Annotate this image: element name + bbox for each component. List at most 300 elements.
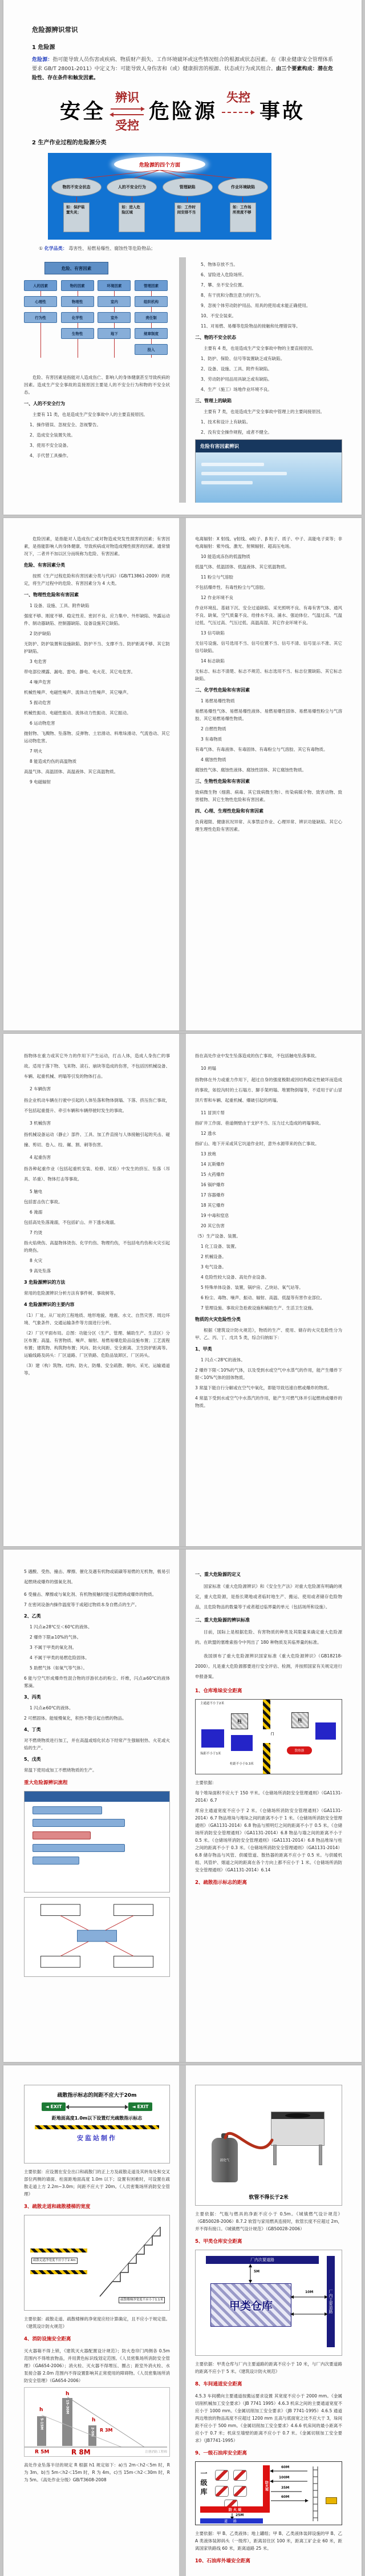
example-box: 如：保护装置失灵； — [63, 203, 90, 232]
page2-left-column — [3, 518, 179, 1030]
paragraph: 11 粉尘与气溶胶 — [201, 575, 233, 580]
factor-column — [98, 280, 131, 360]
bold-heading: 5、戊类 — [24, 1757, 41, 1762]
paragraph: 不包括爆炸性、有毒性粉尘与气溶胶。 — [195, 585, 268, 590]
factor-item: 投入 — [135, 344, 168, 355]
factor-item: 物理性 — [61, 296, 94, 307]
page2-right-text — [195, 535, 342, 833]
paragraph: 10 能造成冻伤的低温物质 — [201, 554, 250, 559]
red-heading: 重大危险源辨识流程 — [24, 1780, 68, 1786]
fall-radius-diagram — [24, 2387, 170, 2457]
term-hazard-source: 危险源： — [32, 57, 53, 63]
paragraph: 无防护、防护装置和设施缺陷、防护不当、支撑不当、防护距离不够、其它防护缺陷。 — [24, 641, 170, 654]
paragraph: 6 淹溺 — [30, 1210, 43, 1215]
label-door: 门 — [271, 1733, 274, 1736]
hose-length-label: 软管不得长于2米 — [249, 2195, 289, 2201]
chemical-category-caption — [39, 245, 333, 252]
section1-heading: 1 危险源 — [32, 45, 55, 51]
bold-heading: 4、丁类 — [24, 1727, 41, 1732]
page-3 — [3, 1034, 362, 1546]
paragraph: 指企业机动车辆在行驶中引起的人体坠落和物体倒塌、下落、挤压伤亡事故，不包括起重提升、牵引车辆和车辆停驶时发生的事故。 — [24, 1098, 170, 1113]
paragraph: 指各种起重作业（包括起重机安装、检修、试验）中发生的挤压、坠落（吊具、吊重）、物体打击等事故。 — [24, 1166, 170, 1182]
factor-header: 环境因素 — [98, 280, 131, 291]
factor-item: 组织机构 — [135, 296, 168, 307]
paragraph: 9 电磁辐射 — [30, 779, 51, 784]
paragraph: 指矿井工作面、巷道侧壁由于支护不当、压力过大造成的坍塌事故。 — [195, 1121, 323, 1126]
bold-heading: 2、乙类 — [24, 1613, 41, 1619]
paragraph: 12 作业环境不良 — [201, 595, 233, 600]
stairs-drawing — [92, 2220, 166, 2306]
label-main-aisle: 主通道不小于2米 — [200, 1702, 224, 1705]
paragraph: 电离辐射：X 射线、γ射线、α粒子、β 粒子、质子、中子、高能电子束等；非电离辐射：紫外线、激光、射频辐射、超高压电场。 — [195, 536, 342, 549]
paragraph: 我国颁布了重大危险源辨识国家标准《重大危险源辨识》（GB18218-2000）。凡是重大危险源都要进行安全评估、检测，并按照国家有关规定进行申报备案。 — [195, 1653, 342, 1679]
page-5 — [3, 2065, 362, 2576]
paragraph: 4 不属于甲类的易燃危险固体。 — [30, 1655, 90, 1660]
paragraph: 1、技术和设计上有缺陷。 — [201, 419, 251, 424]
distance-arrows — [196, 2250, 338, 2356]
paragraph: 腐蚀性气体、腐蚀性液体、腐蚀性固体、其它腐蚀性物质。 — [195, 767, 306, 773]
safety-hazard-accident-diagram — [32, 92, 333, 132]
label-35m: 35M — [281, 2486, 290, 2490]
paragraph: 4 危险性较大设备、高处作业设备。 — [201, 1275, 269, 1280]
paragraph: 1 闪点≥28℃至＜60℃的液体。 — [30, 1624, 92, 1629]
paragraph: 目前，国际上是根据危险、有害物质的种类及其限量来确定重大危险源的。在欧盟的塞维索指令中列出了 180 种物质及其临界量的标准。 — [195, 1629, 342, 1645]
paragraph: 危险因素，是指能对人造成伤亡或对物造成突发性损害的因素；有害因素，是指能影响人的身体健康、导致疾病或对物造成慢性损害的因素。通常情况下，二者并不加以区分而统称为危险、有害因素。 — [24, 536, 170, 556]
paragraph: 主要依据：气瓶与燃具的净距不应小于 0.5m。《城镇燃气设计规范》（GB50028-2006）8.7.2 软管与家用燃具连接时，软管长度不应超过 2m，并不得有接口。《城镇燃气设计规范》（GB50028-2006） — [195, 2211, 342, 2231]
example-box: 如：进入危险区域 — [119, 203, 145, 232]
paragraph: 低温气体、低温固体、低温液体、其它低温物质。 — [195, 564, 289, 569]
paragraph: 15 火药爆炸 — [201, 1172, 225, 1177]
major-hazard-flow-image-1 — [24, 1791, 170, 1892]
label-10m: 10M — [305, 2290, 314, 2294]
factor-header: 物的因素 — [61, 280, 94, 291]
paragraph: 6 粉尘、毒物、噪声、振动、辐射、高温、低温等有害作业部位。 — [201, 1295, 325, 1300]
paragraph: 20 其它伤害 — [201, 1223, 225, 1228]
page1-left-column — [3, 257, 179, 503]
paragraph: 6 运动物危害 — [30, 721, 55, 726]
label-100m: 100M — [279, 2476, 290, 2480]
paragraph: 4、生产（施工）场地作业环境不良。 — [201, 387, 272, 392]
paragraph: 5、物体存放不当。 — [201, 262, 238, 267]
paragraph: （1）厂址。从厂址的工程地质、地形地貌、地震、水文、自然灾害、周边环境、气象条件、交通运输条件等方面进行分析。 — [24, 1313, 170, 1325]
secondary-road-bar: 厂内次要道路 — [206, 2256, 319, 2264]
label-hazard-source: 危险源 — [148, 100, 217, 123]
paragraph: 包括雷击伤亡事故。 — [24, 1199, 63, 1204]
paragraph: 2、设备、设施、工具、附件有缺陷。 — [201, 366, 272, 371]
maker-credit: 安监站制作 — [77, 2134, 117, 2142]
aspect-column — [51, 178, 102, 232]
paragraph: 3 常温下能自行分解或在空气中氧化，即能导致迅速自燃或爆炸的物质。 — [195, 1385, 332, 1390]
paragraph: 13 放炮 — [201, 1151, 216, 1156]
paragraph: 1 闪点≥60℃的液体。 — [30, 1705, 74, 1710]
bold-heading: 三、管理上的缺陷 — [195, 398, 232, 403]
warehouse-stacking-diagram — [195, 1699, 342, 1774]
page-1 — [3, 0, 362, 515]
paragraph: 无信号设施、信号选用不当、信号位置不当、信号不清、信号显示不准、其它信号缺陷。 — [195, 641, 342, 653]
paragraph: 主要有 11 类，也是造成生产安全事故中人的主要直接原因。 — [33, 412, 148, 417]
paragraph: 6、冒险进入危险场所。 — [201, 272, 246, 277]
page-2 — [3, 518, 362, 1030]
paragraph: 有毒气体、有毒液体、有毒固体、有毒粉尘与气溶胶、其它有毒物质。 — [195, 747, 328, 752]
red-heading: 10、石油库外墙安全距离 — [195, 2558, 250, 2564]
paragraph: 2、造成安全装置失效。 — [30, 432, 75, 438]
paragraph: 主要依据：疏散走道、疏散楼梯的净宽度应经计算确定，且不应小于规定值。《建筑设计防火规范》 — [24, 2316, 170, 2329]
bold-heading: 一、人的不安全行为 — [24, 401, 65, 406]
paragraph: 11 冒顶片帮 — [201, 1110, 225, 1115]
tower-bar: 15-30M — [62, 2398, 72, 2446]
gas-hose-diagram — [195, 2085, 342, 2206]
firewall-vertical: 防火堤 — [263, 2465, 270, 2506]
gas-cylinder: 液化气 — [212, 2138, 238, 2182]
paragraph: 致病微生物（细菌、病毒、其它致病微生物）、传染病媒介物、致害动物、致害植物、其它生物性危险和有害因素。 — [195, 790, 342, 802]
factor-item: 行为性 — [24, 312, 57, 323]
paragraph: 2 机械设备。 — [201, 1254, 226, 1259]
slide-title-bar: 危险有害因素辨识 — [196, 440, 342, 452]
label-accident: 事故 — [259, 100, 306, 123]
hazard-identification-slide-image — [195, 439, 342, 503]
paragraph: 抛射物、飞溅物、坠落物、反弹物、土岩滑动、料堆垛滑动、气流卷动、其它运动物危害。 — [24, 731, 170, 743]
paragraph: 库房主通道宽度不应小于 2 米。《仓储场所消防安全管理通则》（GA1131-2014）6.7 物品堆垛与堆垛之间的距离不小于 1 米。《仓储场所消防安全管理通则》（GA1131-2014）6.8 物品与照明灯之间的距离不小于 0.5 米。《仓储场所消防安全管理通则》（GA1131-2014）6.8 物品与墙之间的距离不小于 0.5 米。《仓储场所消防安全管理通则》（GA1131-2014）6.8 物品堆垛与柱之间的距离不小于 0.3 米。《仓储场所消防安全管理通则》（GA1131-2014）6.8 储存物品与风管、供暖管道、散热器的距离不应小于 0.5 米。与供暖机组、风管炉、烟道之间的距离在各个方向上都不应小于 1 米。《仓储场所消防安全管理通则》（GA1131-2014）6.14 — [195, 1808, 342, 1873]
firewall-horizontal: 防 火 堤 — [200, 2506, 270, 2513]
label-depot-class: 一级库 — [200, 2470, 208, 2497]
paragraph: 1 设备、设施、工具、附件缺陷 — [30, 603, 90, 608]
bold-heading: 1、甲类 — [195, 1346, 212, 1352]
truck-icon — [326, 2497, 337, 2504]
page3-left-text — [24, 1051, 170, 1377]
stair-width-diagram — [24, 2215, 170, 2311]
paragraph: 3 不属于甲类的氧化剂。 — [30, 1645, 77, 1650]
paragraph: 2 爆炸下限＜10%的气体，以及受到水或空气中水蒸气的作用，能产生爆炸下限＜10%气体的固体物质。 — [195, 1368, 342, 1380]
example-box: 如：工作场所亮度不够 — [230, 203, 256, 232]
paragraph: 指火焰烧伤、高温物体烫伤、化学灼伤、物理灼伤，不包括电灼伤和火灾引起的烧伤。 — [24, 1240, 170, 1253]
paragraph: （5）生产设备、装置。 — [195, 1234, 241, 1239]
aspect-oval: 管理缺陷 — [163, 178, 213, 196]
intro-paragraph — [32, 55, 333, 83]
paragraph: 5 助燃气体（如氧气等气体）。 — [30, 1665, 87, 1671]
paragraph: 常用的危险源辨识分析方法有事件树、事故树等。 — [24, 1291, 118, 1296]
aspect-column — [107, 178, 157, 232]
paragraph: 9、忽视个体劳动防护用品、用具的使用或未能正确使用。 — [201, 303, 311, 308]
evac-height-note: 距地面高度1.0m以下设置灯光疏散指示标志 — [51, 2116, 143, 2121]
label-h: h — [92, 2417, 96, 2423]
page1-right-text — [195, 261, 342, 436]
bold-heading: 危险、有害因素分类 — [24, 563, 65, 568]
page5-right-text-3 — [195, 2530, 342, 2565]
paragraph: 18 其它爆炸 — [201, 1203, 225, 1208]
paragraph: 3、劳动防护用品用具缺乏或有缺陷。 — [201, 377, 272, 382]
flowchart-root-box: 危险、有害因素 — [44, 262, 108, 274]
bold-heading: 物质的火灾危险性分类 — [195, 1317, 241, 1322]
factor-item: 室外 — [98, 312, 131, 323]
paragraph: 5 振动危害 — [30, 700, 51, 705]
paragraph: 机械性噪声、电磁性噪声、流体动力性噪声、其它噪声。 — [24, 690, 131, 695]
radius-lines — [25, 2388, 167, 2457]
label-safety: 安全 — [59, 100, 106, 123]
tower-bar: 5-15M — [37, 2416, 46, 2446]
tower-bar: 2-5M — [88, 2425, 96, 2446]
paragraph: 1、防护、保险、信号等装置缺乏或有缺陷。 — [201, 356, 285, 361]
column-gutter — [179, 257, 186, 503]
factor-header: 管理因素 — [135, 280, 168, 291]
paragraph: 3 电危害 — [30, 659, 47, 664]
paragraph: 2 自燃性物质 — [201, 726, 226, 731]
page-4 — [3, 1550, 362, 2062]
page3-left-column — [3, 1034, 179, 1546]
oil-distance-arrows — [196, 2462, 338, 2525]
label-controlled: 受控 — [115, 119, 139, 132]
factor-item: 室内 — [98, 296, 131, 307]
document-title: 危险源辨识常识 — [32, 26, 78, 34]
bold-heading: 3、丙类 — [24, 1695, 41, 1700]
page4-left-text — [24, 1567, 170, 1787]
bold-heading: 四、心理、生理性危险和有害因素 — [195, 808, 263, 814]
paragraph: 7 管理设施、事故应急抢救设施和辅助生产、生活卫生设施。 — [201, 1305, 317, 1311]
paragraph: 9 高处坠落 — [30, 1268, 51, 1273]
label-radius: R 3M — [100, 2428, 113, 2433]
hazard-stripe-bar — [35, 2125, 159, 2129]
intro-text: 指可能导致人员伤害或疾病、物质财产损失、工作环境破坏或这些情况组合的根源或状态因素。在《职业健康安全管理体系要求 GB/T 28001-2011》中定义为：可能导致人身伤害和（或）健康损害的根源、状态或行为或其组合。 — [32, 57, 333, 72]
evac-sign-spacing-diagram — [24, 2085, 170, 2163]
bold-heading: 一、物理性危险和有害因素 — [24, 592, 79, 597]
paragraph: 8 能造成灼伤的高温物质 — [30, 759, 77, 764]
paragraph: 按照《生产过程危险和有害因素分类与代码》（GB/T13861-2009）的规定，将生产过程中的危险、有害因素分为 4 大类。 — [24, 573, 170, 586]
label-corridor-width: 疏散走道净宽度不应小于2.4m — [31, 2258, 78, 2264]
factor-column — [24, 280, 57, 360]
bold-heading: 二、化学性危险和有害因素 — [195, 688, 250, 693]
slide-body — [196, 452, 342, 503]
paragraph: 6 受撞击、摩擦或与氧化剂、有机物接触时能引起燃烧或爆炸的物质。 — [24, 1592, 157, 1597]
label-25m: 25M — [236, 2513, 244, 2517]
paragraph: 负荷超限、健康状况异常、从事禁忌作业、心理异常、辨识功能缺陷、其它心理生理性危险有害因素。 — [195, 819, 342, 832]
factor-item: 规章制度 — [135, 328, 168, 339]
paragraph: 无标志、标志不清楚、标志不规范、标志选用不当、标志位置缺陷、其它标志缺陷。 — [195, 669, 342, 681]
dashed-arrow-icon — [221, 105, 256, 119]
paragraph: 3 电气设备。 — [201, 1264, 226, 1269]
paragraph: 主要依据：甲 B、乙类液体；地上罐组；甲 B、乙类液体装卸设施的甲 B、乙 A 类液体装卸码头（一级库），距离居住区 100 米，距离工矿企业 60 米，距离国家铁路线 60 米，距离道路 25 米。 — [195, 2531, 342, 2551]
bold-heading: 4 危险源辨识的主要内容 — [24, 1302, 75, 1307]
factor-item: 地下 — [98, 328, 131, 339]
paragraph: 4、手代替工具操作。 — [30, 453, 71, 458]
paragraph: 3、使用不安全设备。 — [30, 443, 71, 448]
red-heading: 1、仓库堆垛安全距离 — [195, 1688, 242, 1694]
page5-left-text-3 — [24, 2461, 170, 2484]
page1-header-section — [3, 0, 362, 252]
paragraph: 13 信号缺陷 — [201, 630, 225, 636]
paragraph: 11、对易燃、易爆等危险物品的接触和处理错误等。 — [201, 323, 301, 329]
paragraph: 主要依据：应设置在安全出口和疏散门的正上方及疏散走道及其转角处和交叉部位两侧的墙面、柱面距地面高度 1.0m 以下；设置有困难时，可设置在疏散走道上方 2.2m~3.0m；间距不应大于 20m。《人员密集场所消防安全管理》 — [24, 2169, 170, 2197]
page1-left-text — [24, 374, 170, 459]
factor-header: 人的因素 — [24, 280, 57, 291]
red-heading: 4、消防设施安全距离 — [24, 2336, 71, 2342]
hazard-factor-flowchart — [24, 261, 168, 368]
section2-heading: 2 生产作业过程的危险源分类 — [32, 140, 107, 146]
paragraph: 7 在密闭设备内操作温度等于或超过物质本身自燃点的生产。 — [24, 1602, 140, 1607]
caption-term: 化学品类： — [44, 246, 67, 251]
paragraph: 17 容器爆炸 — [201, 1192, 225, 1198]
page4-right-text-bottom — [195, 1779, 342, 1887]
watermark: 注册消防工程师 — [145, 2450, 167, 2454]
paragraph: 国家标准《重大危险源辨识》和《安全生产法》对重大危险源有明确的规定，重大危险源，是指长期地或者临时地生产、搬运、使用或者储存危险物品，且危险物品的数量等于或者超过临界量的单元（包括场所和设施）。 — [195, 1584, 342, 1610]
aspect-oval: 作业环境缺陷 — [218, 178, 268, 196]
column-gutter — [179, 2065, 186, 2576]
label-stack-distance: 垛距不小于1米 — [200, 1752, 221, 1756]
paragraph: 指物体在重力或其它外力的作用下产生运动，打击人体，造成人身伤亡的事故。适用于落下物、飞来物、滚石、崩块等造成的伤害，不包括因机械设备、车辆、起重机械、坍塌等引发的物体打击。 — [24, 1053, 170, 1079]
paragraph: （3）建（构）筑物。结构、防火、防爆、安全疏散、朝向、采光、运输通道等。 — [24, 1363, 170, 1376]
page4-left-column — [3, 1550, 179, 2062]
paragraph: 4 常温下受到水或空气中水蒸汽的作用，能产生可燃气体并引起燃烧或爆炸的物质。 — [195, 1396, 342, 1408]
paragraph: 5 触电 — [30, 1189, 43, 1194]
paragraph: 主要依据： — [195, 1780, 217, 1785]
bold-heading: 3 危险源辨识的方法 — [24, 1280, 66, 1285]
red-heading: 3、疏散走道和疏散楼梯的宽度 — [24, 2204, 91, 2210]
page2-left-text — [24, 535, 170, 786]
major-hazard-flow-image-2 — [24, 1897, 170, 1977]
paragraph: 主要有 4 类，也是造成生产安全事故中物的主要直接原因。 — [204, 346, 317, 351]
column-gutter — [179, 518, 186, 1030]
column-gutter — [179, 1034, 186, 1546]
factor-item: 心理性 — [24, 296, 57, 307]
paragraph: 强度不够、刚度不够、稳定性差、密封不良、应力集中、外形缺陷、外露运动件、制动器缺陷、控制器缺陷、设备设施其它缺陷。 — [24, 613, 170, 626]
bold-heading: 二、物的不安全状态 — [195, 335, 236, 340]
paragraph: 19 中毒和窒息 — [201, 1213, 229, 1218]
paragraph: 14 标志缺陷 — [201, 658, 225, 664]
stack-square — [315, 1722, 336, 1740]
label-identify: 辨识 — [115, 91, 139, 104]
paragraph: 指机械设备运动（静止）部件、工具、加工件直接与人体接触引起的夹击、碰撞、剪切、卷入、绞、碾、割、刺等伤害。 — [24, 1132, 170, 1147]
page4-right-text-top — [195, 1571, 342, 1695]
oil-depot-diagram — [195, 2461, 342, 2525]
paragraph: 1 易燃易爆性物质 — [201, 698, 235, 703]
paragraph: 8、有干扰和分散注意力的行为。 — [201, 293, 263, 298]
paragraph: 16 锅炉爆炸 — [201, 1182, 225, 1187]
aspect-column — [218, 178, 268, 232]
flowchart-columns — [24, 280, 168, 360]
label-stair-width: 疏散楼梯净宽度不应小于1.1米 — [119, 2297, 165, 2303]
factor-column — [135, 280, 168, 360]
exit-sign-icon: ◄ EXIT — [128, 2102, 152, 2111]
paragraph: 指矿山、地下开采或其它坑道作业时，意外水源带来的伤亡事故。 — [195, 1141, 319, 1146]
stack-square — [201, 1729, 224, 1748]
bold-heading: 一、重大危险源的定义 — [195, 1572, 241, 1577]
road-bar: 道 路 — [200, 2518, 263, 2524]
paragraph: 主要有 7 类，也是造成生产安全事故中管理上的主要间接原因。 — [204, 409, 325, 414]
paragraph: 5 遇酸、受热、撞击、摩擦、催化及遇有机物或硫磺等易燃的无机物，极易引起燃烧或爆炸的强氧化剂。 — [24, 1569, 170, 1584]
paragraph: 3 有毒物质 — [201, 737, 222, 742]
red-heading: 9、一级石油库安全距离 — [195, 2450, 247, 2456]
radiator-label: 散热器 — [287, 1746, 312, 1754]
paragraph: 4 起重伤害 — [30, 1155, 51, 1160]
paragraph: 5 特殊单体设备、装置，锅炉房、乙炔站、氧气站等。 — [201, 1285, 303, 1290]
aspect-columns — [51, 178, 268, 232]
paragraph: 10、不安全装束。 — [201, 313, 237, 318]
page5-right-text-2 — [195, 2360, 342, 2457]
page5-right-column — [186, 2065, 362, 2576]
paragraph: 危险、有害因素是指能对人造成伤亡、影响人的身体健康甚至导致疾病的因素。造成生产安全事故的直接原因主要是人的不安全行为和物的不安全状态。 — [24, 375, 170, 395]
paragraph: 2、没有安全操作规程，或者不健全。 — [201, 430, 272, 435]
paragraph: 常温下使用或加工不燃烧物质的生产。 — [24, 1768, 97, 1773]
evac-spacing-title: 疏散指示标志的间距不应大于20m — [57, 2093, 137, 2098]
paragraph: 1 闪点＜28℃的液体。 — [201, 1357, 245, 1362]
paragraph: 2 车辆伤害 — [30, 1086, 51, 1091]
paragraph: 14 瓦斯爆炸 — [201, 1162, 225, 1167]
four-aspects-diagram — [48, 153, 271, 240]
paragraph: 1、操作错误、忽视安全、忽视警告。 — [30, 422, 101, 427]
paragraph: 12 透水 — [201, 1131, 216, 1136]
paragraph: 包括高处坠落淹溺，不包括矿山、井下透水淹溺。 — [24, 1220, 118, 1225]
paragraph: （2）厂区平面布局。总图：功能分区（生产、管理、辅助生产、生活区）分区布置；高温、有害物质、噪声、辐射、易燃易爆危险品设施布置；工艺流程布置；建筑物、构筑物布置；风向、防火间距、安全距离、卫生防护距离等。运输线路及码头：厂区道路、厂区铁路、危险品装卸区、厂区码头。 — [24, 1331, 170, 1358]
label-radius: R 5M — [35, 2449, 50, 2455]
paragraph: 6 能与空气形成爆炸性混合物的浮游状态的粉尘、纤维，闪点≥60℃的液体雾滴。 — [24, 1676, 170, 1688]
paragraph: 指在高处作业中发生坠落造成的伤亡事故，不包括触电坠落事故。 — [195, 1053, 319, 1058]
paragraph: 7 明火 — [30, 749, 43, 754]
label-pillar-distance: 柱距不小于0.3米 — [230, 1762, 254, 1766]
paragraph: 带电部位裸露、漏电、雷电、静电、电火花、其它电危害。 — [24, 669, 135, 674]
aspect-oval: 物的不安全状态 — [51, 178, 102, 196]
paragraph: 主要依据：甲类仓库与厂内主要道路的距离不应小于 10 米，与厂内次要道路的距离不应小于 5 米。《建筑设计防火规范》 — [195, 2361, 342, 2374]
class-a-warehouse-diagram — [195, 2250, 342, 2356]
pillar-box: 柱 — [291, 1712, 309, 1728]
paragraph: 作业环境乱、基础下沉、安全过道缺陷、采光照明不良、有毒有害气体、通风不良、缺氧、空气质量不良、给排水不良、涌水、强迫体位、气温过高、气温过低、气压过高、气压过低、高温高湿、其它作业环境不良。 — [195, 605, 342, 625]
label-h: h — [39, 2407, 43, 2413]
paragraph: 每个堆垛面积不应大于 150 平米。《仓储场所消防安全管理通则》（GA1131-2014）6.7 — [195, 1790, 342, 1803]
caption-text: 毒害性、易燃易爆性、腐蚀性等危险物品； — [68, 246, 156, 251]
paragraph: 高温气体、高温固体、高温液体、其它高温物质。 — [24, 769, 118, 774]
paragraph: 3 机械伤害 — [30, 1121, 51, 1126]
bold-heading: 三、生物性危险和有害因素 — [195, 779, 250, 784]
page2-right-column — [186, 518, 362, 1030]
double-arrow-icon — [109, 105, 145, 119]
page1-right-column — [186, 257, 362, 503]
label-out-of-control: 失控 — [226, 91, 250, 104]
page5-left-text-2 — [24, 2315, 170, 2384]
paragraph: 对不燃烧物质进行加工，并在高温或熔化状态下经常产生强辐射热、火花或火焰的生产。 — [24, 1738, 170, 1750]
paragraph: 10 坍塌 — [201, 1066, 216, 1071]
factor-column — [61, 280, 94, 360]
paragraph: 7、攀、坐不安全位置。 — [201, 282, 246, 288]
bold-heading: 二、重大危险源的辨识标准 — [195, 1617, 250, 1623]
paragraph: 1 化工设备、装置。 — [201, 1244, 240, 1249]
label-5m: 5M — [254, 2270, 260, 2274]
paragraph: 7 灼烫 — [30, 1230, 43, 1235]
exit-sign-icon: ◄ EXIT — [42, 2102, 66, 2111]
paragraph: 4.5.3 车间横向主要通道按搬运要求设置 其宽度不应小于 2000 mm。《金属切削机械加工安全要求》（JB 7741 1995）4.6.3 机床之间的主要通道宽度不应小于 1000 mm。《金属切削加工安全要求》（JB 7741-1995）4.6.5 通道两边堆放的物品高度不应超过 1200 mm 且高与底面宽之比不应大于 3，垛间距不应小于 500 mm。《金属切削加工安全要求》4.6.6 机床间的最小距离不应小于 0.7 米；机床至墙壁的距离不应小于 0.7 米。《金属切削加工安全要求》（JB7741-1995） — [195, 2393, 343, 2443]
label-radius: R 8M — [71, 2448, 91, 2456]
paragraph: 指物体在外力或重力作用下，超过自身的强度极限或因结构稳定性破坏而造成的事故，如挖沟时的土石塌方、脚手架坍塌、堆置物倒塌等，不适用于矿山冒顶片帮和车辆、起重机械、爆破引起的坍塌。 — [195, 1077, 342, 1103]
label-60m-rail: 60M — [281, 2495, 290, 2499]
paragraph: 2 可燃固体。能缓慢氧化，积热不散引起自燃的物品。 — [24, 1716, 127, 1721]
caption-number: ① — [39, 246, 43, 251]
example-box: 如：工作时间安排不当 — [175, 203, 201, 232]
hose-path — [196, 2085, 338, 2206]
factor-item: 生物性 — [61, 328, 94, 339]
factor-item: 化学性 — [61, 312, 94, 323]
paragraph: 灭火器箱不得上锁，《建筑灭火器配置设计规范》；防火卷帘门两侧各 0.5m 范围内不得堆放物品，并用黄色标识线划定范围。《人员密集场所消防安全管理》（GA654-2006）；消火栓、灭火器不得埋压、圈占；距室外消火栓、水泵接合器 2.0m 范围内不得设置影响其正常使用的障碍物。《人员密集场所消防安全管理》（GA654-2006） — [24, 2348, 170, 2383]
red-heading: 8、车间通道安全距离 — [195, 2381, 242, 2387]
paragraph: 易燃易爆性气体、易燃易爆性液体、易燃易爆性固体、易燃易爆性粉尘与气溶胶、其它易燃易爆性物质。 — [195, 709, 342, 721]
page5-left-column — [3, 2065, 179, 2576]
label-h: h — [66, 2391, 70, 2397]
red-heading: 2、疏散指示标志的距离 — [195, 1880, 247, 1886]
spacing-arrow-icon — [66, 2104, 128, 2110]
column-gutter — [179, 1550, 186, 2062]
paragraph: 4 腐蚀性物质 — [201, 757, 226, 762]
stack-square — [231, 1735, 253, 1751]
page5-right-text-1 — [195, 2210, 342, 2246]
paragraph: 2 爆炸下限≥10%的气体。 — [30, 1635, 82, 1640]
paragraph: 2 防护缺陷 — [30, 631, 51, 636]
class-a-warehouse-box: 甲类仓库 — [210, 2283, 291, 2327]
paragraph: 4 噪声危害 — [30, 680, 51, 685]
